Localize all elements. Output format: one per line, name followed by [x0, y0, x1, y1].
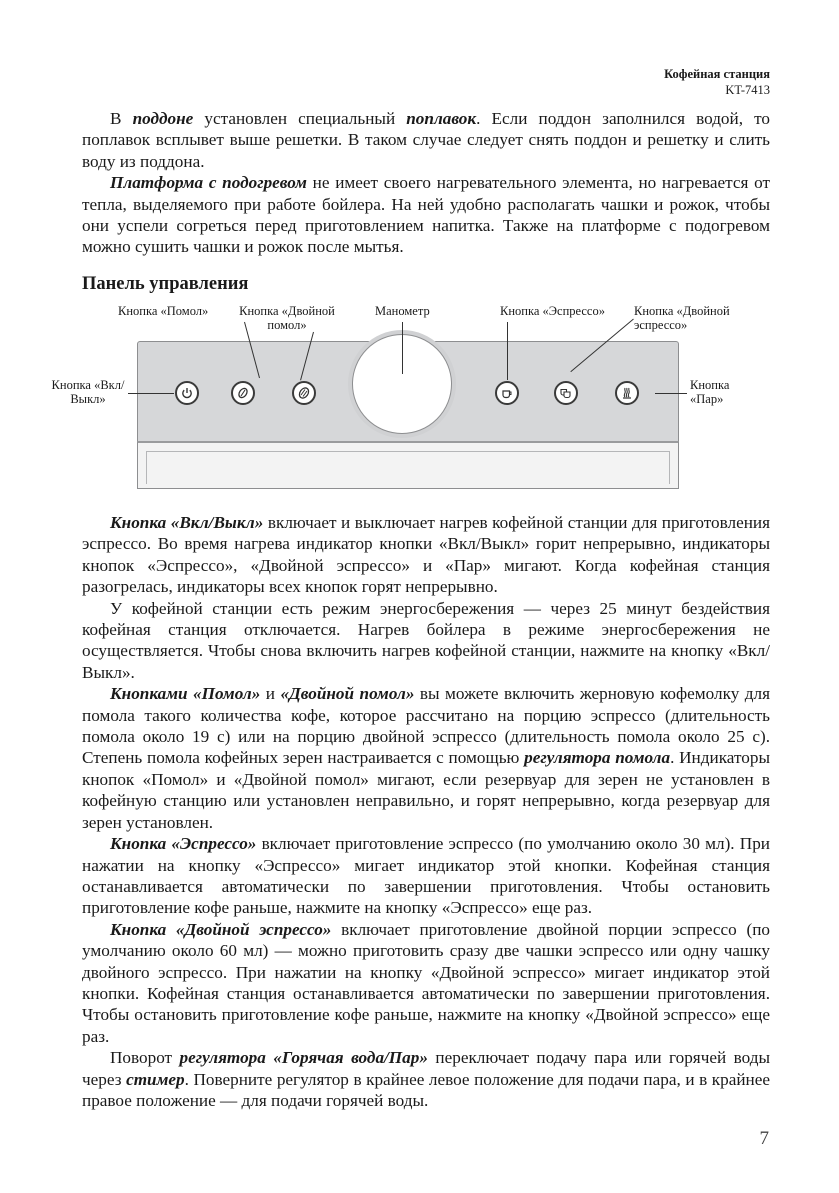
steam-button[interactable] [615, 381, 639, 405]
power-button[interactable] [175, 381, 199, 405]
text: В [110, 109, 133, 128]
text: вы можете включить жерновую кофемолку для помола такого количества кофе, которое рассчитано на порцию эспрессо (длительность помола около 19 с) или на порцию двойной эспрессо (длительность помола около 25 с). Степень помола кофейных зерен настраивается с помощью [82, 684, 771, 768]
term-power-button: Кнопка «Вкл/Выкл» [110, 513, 264, 532]
grind-icon [236, 386, 250, 400]
double-grind-icon [297, 386, 311, 400]
text: и [260, 684, 281, 704]
cup-icon [500, 386, 514, 400]
section-title: Панель управления [82, 274, 249, 294]
paragraph-energy-saving [82, 598, 770, 684]
term-tray: поддоне [132, 109, 194, 128]
paragraph-warming-platform [82, 172, 770, 258]
text: . Если поддон заполнился водой, то поплавок всплывет выше решетки. В таком случае следует снять поддон и решетку и слить воду из поддона. [82, 109, 770, 171]
label-power: Кнопка «Вкл/Выкл» [51, 378, 125, 406]
text: . Поверните регулятор в крайнее левое положение для подачи пара, и в крайнее правое положение — для подачи горячей воды. [82, 1069, 770, 1110]
label-steam: Кнопка «Пар» [690, 378, 730, 406]
page-number: 7 [759, 1128, 769, 1149]
text: включает приготовление двойной порции эспрессо (по умолчанию около 60 мл) — можно приготовить сразу две чашки эспрессо или одну чашку двойного эспрессо. При нажатии на кнопку «Двойной эспрессо» мигает индикатор этой кнопки. Кофейная станция останавливается автоматически по завершении приготовления. Чтобы остановить приготовление кофе раньше, нажмите на кнопку «Двойной эспрессо» еще раз. [82, 919, 770, 1046]
label-double-espresso: Кнопка «Двойной эспрессо» [634, 304, 730, 332]
control-panel-figure [0, 296, 839, 504]
text: переключает подачу пара или горячей воды через [82, 1048, 770, 1089]
description-text [82, 512, 770, 1111]
term-double-espresso-button: Кнопка «Двойной эспрессо» [110, 919, 332, 939]
paragraph-power [82, 512, 770, 598]
power-icon [180, 386, 194, 400]
text: У кофейной станции есть режим энергосбережения — через 25 минут бездействия кофейная станция отключается. Нагрев бойлера в режиме энергосбережения не осуществляется. Чтобы снова включить нагрев кофейной станции, нажмите на кнопку «Вкл/Выкл». [82, 598, 770, 682]
label-manometer: Манометр [375, 304, 430, 318]
term-double-grind: «Двойной помол» [280, 684, 415, 704]
paragraph-grind [82, 683, 770, 833]
double-cup-icon [559, 386, 573, 400]
text: включает и выключает нагрев кофейной станции для приготовления эспрессо. Во время нагрева индикатор кнопки «Вкл/Выкл» горит непрерывно, индикаторы кнопок «Эспрессо», «Двойной эспрессо» и «Пар» мигают. Когда кофейная станция разогрелась, индикаторы всех кнопок горят непрерывно. [82, 513, 771, 597]
text: Поворот [110, 1048, 180, 1068]
paragraph-tray [82, 108, 770, 172]
intro-text [82, 108, 770, 258]
steam-icon [620, 386, 634, 400]
paragraph-steam-regulator [82, 1047, 770, 1111]
double-grind-button[interactable] [292, 381, 316, 405]
paragraph-espresso [82, 833, 770, 919]
label-double-grind: Кнопка «Двойной помол» [239, 304, 335, 332]
double-espresso-button[interactable] [554, 381, 578, 405]
panel-base [137, 441, 679, 489]
text: не имеет своего нагревательного элемента, но нагревается от тепла, выделяемого при работе бойлера. На ней удобно располагать чашки и рожок, чтобы они успели согреться перед приготовлением напитка. Также на платформе с подогревом можно сушить чашки и рожок после мытья. [82, 173, 771, 257]
header-model: KT-7413 [725, 83, 770, 97]
label-grind: Кнопка «Помол» [118, 304, 209, 318]
page-header [664, 66, 770, 98]
text: установлен специальный [193, 109, 407, 128]
term-warming-platform: Платформа с подогревом [110, 173, 307, 193]
term-hot-water-steam-regulator: регулятора «Горячая вода/Пар» [179, 1048, 428, 1068]
grind-button[interactable] [231, 381, 255, 405]
term-grind-regulator: регулятора помола [524, 748, 671, 768]
text: . Индикаторы кнопок «Помол» и «Двойной помол» мигают, если резервуар для зерен не установлен в кофейную станцию или установлен неправильно, и горят непрерывно, когда резервуар для зерен установлен. [82, 748, 770, 832]
term-grind-buttons: Кнопками «Помол» [110, 684, 261, 704]
text: включает приготовление эспрессо (по умолчанию около 30 мл). При нажатии на кнопку «Эспрессо» мигает индикатор этой кнопки. Кофейная станция останавливается автоматически по завершении приготовления. Чтобы остановить приготовление кофе раньше, нажмите на кнопку «Эспрессо» еще раз. [82, 834, 770, 918]
term-float: поплавок [406, 109, 477, 128]
term-steamer: стимер [126, 1069, 185, 1089]
paragraph-double-espresso [82, 919, 770, 1047]
header-title: Кофейная станция [664, 67, 770, 81]
term-espresso-button: Кнопка «Эспрессо» [110, 834, 257, 854]
espresso-button[interactable] [495, 381, 519, 405]
label-espresso: Кнопка «Эспрессо» [500, 304, 605, 318]
